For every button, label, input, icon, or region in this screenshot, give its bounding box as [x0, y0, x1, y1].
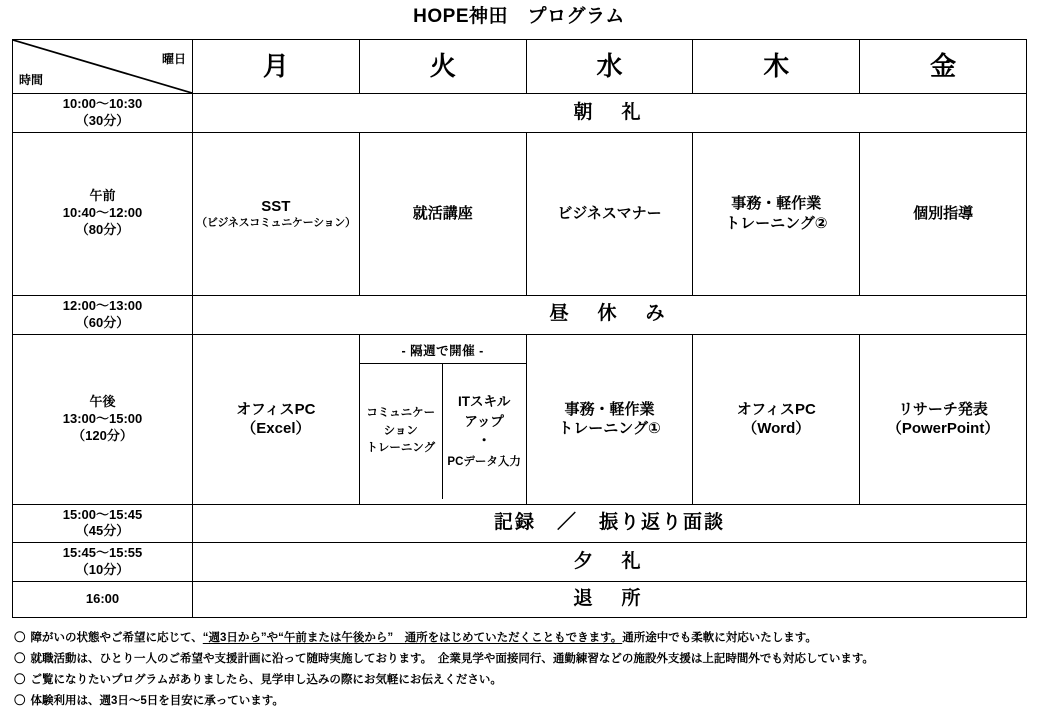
activity-pm-tue-split	[359, 334, 526, 504]
footnote-4-text: 体験利用は、週3日〜5日を目安に承っています。	[30, 694, 284, 707]
activity-am-wed-main: ビジネスマナー	[557, 205, 662, 223]
time-cell-3	[13, 295, 193, 334]
activity-am-wed	[526, 132, 693, 295]
activity-pm-tue-b-label	[447, 392, 520, 470]
bullet-icon-4: 〇	[14, 694, 26, 707]
time-cell-7	[13, 582, 193, 618]
ptr1: ITスキル	[457, 394, 511, 409]
activity-am-thu-main: 事務・軽作業	[731, 195, 822, 213]
footnote-item-4	[14, 691, 1024, 712]
footnote-1-post: 通所途中でも柔軟に対応いたします。	[622, 632, 817, 644]
activity-am-mon-main: SST	[261, 197, 291, 215]
time-range-5: 15:00〜15:45	[62, 506, 143, 522]
day-header-thu: 木	[693, 40, 860, 94]
activity-full-morning-assembly: 朝 礼	[193, 94, 1027, 133]
activity-pm-tue-a-label	[366, 405, 435, 457]
activity-full-evening-assembly: 夕 礼	[193, 543, 1027, 582]
footnote-item-3	[14, 670, 1024, 691]
activity-pm-mon-line2: （Excel）	[241, 420, 311, 438]
corner-day-label: 曜日	[161, 52, 186, 66]
activity-pm-wed-line2: トレーニング①	[558, 420, 661, 438]
activity-pm-thu-line2: （Word）	[742, 420, 811, 438]
activity-am-fri-main: 個別指導	[913, 205, 974, 223]
time-cell-1	[13, 94, 193, 133]
activity-am-tue-main: 就活講座	[412, 205, 473, 223]
ptl3: トレーニング	[366, 441, 436, 454]
table-row-evening-assembly	[13, 543, 1027, 582]
day-header-fri: 金	[860, 40, 1027, 94]
time-cell-5	[13, 504, 193, 543]
period-label-am: 午前	[89, 188, 116, 204]
footnote-1-pre: 障がいの状態やご希望に応じて、	[30, 632, 203, 644]
time-cell-6	[13, 543, 193, 582]
activity-pm-thu	[693, 334, 860, 504]
time-range-2: 10:40〜12:00	[62, 205, 143, 221]
duration-1: （30分）	[75, 112, 130, 128]
activity-pm-mon-main: オフィスPC	[236, 400, 316, 418]
table-row-am-session	[13, 132, 1027, 295]
table-row-morning-assembly	[13, 94, 1027, 133]
activity-pm-tue-a	[360, 364, 443, 499]
day-header-wed: 水	[526, 40, 693, 94]
split-body	[360, 364, 526, 499]
period-label-pm: 午後	[89, 393, 116, 409]
footnote-1-underlined: “週3日から”や“午前または午後から” 通所をはじめていただくこともできます。	[202, 632, 623, 644]
activity-am-thu	[693, 132, 860, 295]
time-range-7: 16:00	[85, 591, 120, 607]
time-range-1: 10:00〜10:30	[62, 96, 143, 111]
table-header-row	[13, 40, 1027, 94]
bullet-icon-3: 〇	[14, 673, 26, 686]
bullet-icon-1: 〇	[14, 632, 26, 644]
table-row-departure	[13, 582, 1027, 618]
duration-6: （10分）	[75, 562, 130, 578]
activity-pm-wed	[526, 334, 693, 504]
biweekly-note: - 隔週で開催 -	[360, 339, 526, 363]
activity-am-thu-line2: トレーニング②	[725, 214, 828, 232]
footnote-2-text: 就職活動は、ひとり一人のご希望や支援計画に沿って随時実施しております。 企業見学や面接同行、通勤練習などの施設外支援は上記時間外でも対応しています。	[30, 652, 874, 665]
activity-pm-fri-line2: （PowerPoint）	[886, 420, 1000, 438]
activity-pm-thu-main: オフィスPC	[736, 400, 816, 418]
activity-pm-tue-b	[443, 364, 526, 499]
time-cell-2	[13, 132, 193, 295]
duration-3: （60分）	[75, 314, 130, 330]
day-header-tue: 火	[359, 40, 526, 94]
corner-header-cell	[13, 40, 193, 94]
activity-am-mon-sub: （ビジネスコミュニケーション）	[196, 217, 356, 230]
time-range-6: 15:45〜15:55	[62, 545, 143, 561]
schedule-table	[12, 39, 1027, 618]
footnote-3-text: ご覧になりたいプログラムがありましたら、見学申し込みの際にお気軽にお伝えください。	[30, 673, 502, 686]
bullet-icon-2: 〇	[14, 652, 26, 665]
activity-full-departure: 退 所	[193, 582, 1027, 618]
day-header-mon: 月	[193, 40, 360, 94]
schedule-table-container	[12, 39, 1026, 618]
footnote-item-2	[14, 649, 1024, 670]
activity-am-fri	[860, 132, 1027, 295]
time-range-3: 12:00〜13:00	[62, 297, 143, 313]
table-row-pm-session	[13, 334, 1027, 504]
ptl2: ション	[383, 424, 418, 437]
activity-pm-mon	[193, 334, 360, 504]
table-row-lunch	[13, 295, 1027, 334]
activity-pm-fri-main: リサーチ発表	[898, 400, 988, 418]
ptr4: PCデータ入力	[447, 455, 521, 468]
activity-full-review: 記録 ／ 振り返り面談	[193, 504, 1027, 543]
duration-2: （80分）	[75, 222, 130, 238]
activity-am-mon	[193, 132, 360, 295]
ptr2: アップ	[464, 413, 504, 429]
activity-full-lunch: 昼 休 み	[193, 295, 1027, 334]
activity-pm-wed-main: 事務・軽作業	[564, 400, 655, 418]
time-cell-4	[13, 334, 193, 504]
page-title: HOPE神田 プログラム	[413, 6, 625, 27]
footnote-item-1	[14, 628, 1024, 649]
corner-time-label: 時間	[19, 73, 44, 88]
duration-4: （120分）	[72, 427, 133, 443]
ptr3: ・	[477, 433, 491, 449]
footnotes	[14, 628, 1024, 712]
table-row-review	[13, 504, 1027, 543]
activity-am-tue	[359, 132, 526, 295]
ptl1: コミュニケー	[366, 407, 436, 420]
activity-pm-fri	[860, 334, 1027, 504]
time-range-4: 13:00〜15:00	[62, 410, 143, 426]
duration-5: （45分）	[75, 523, 130, 539]
